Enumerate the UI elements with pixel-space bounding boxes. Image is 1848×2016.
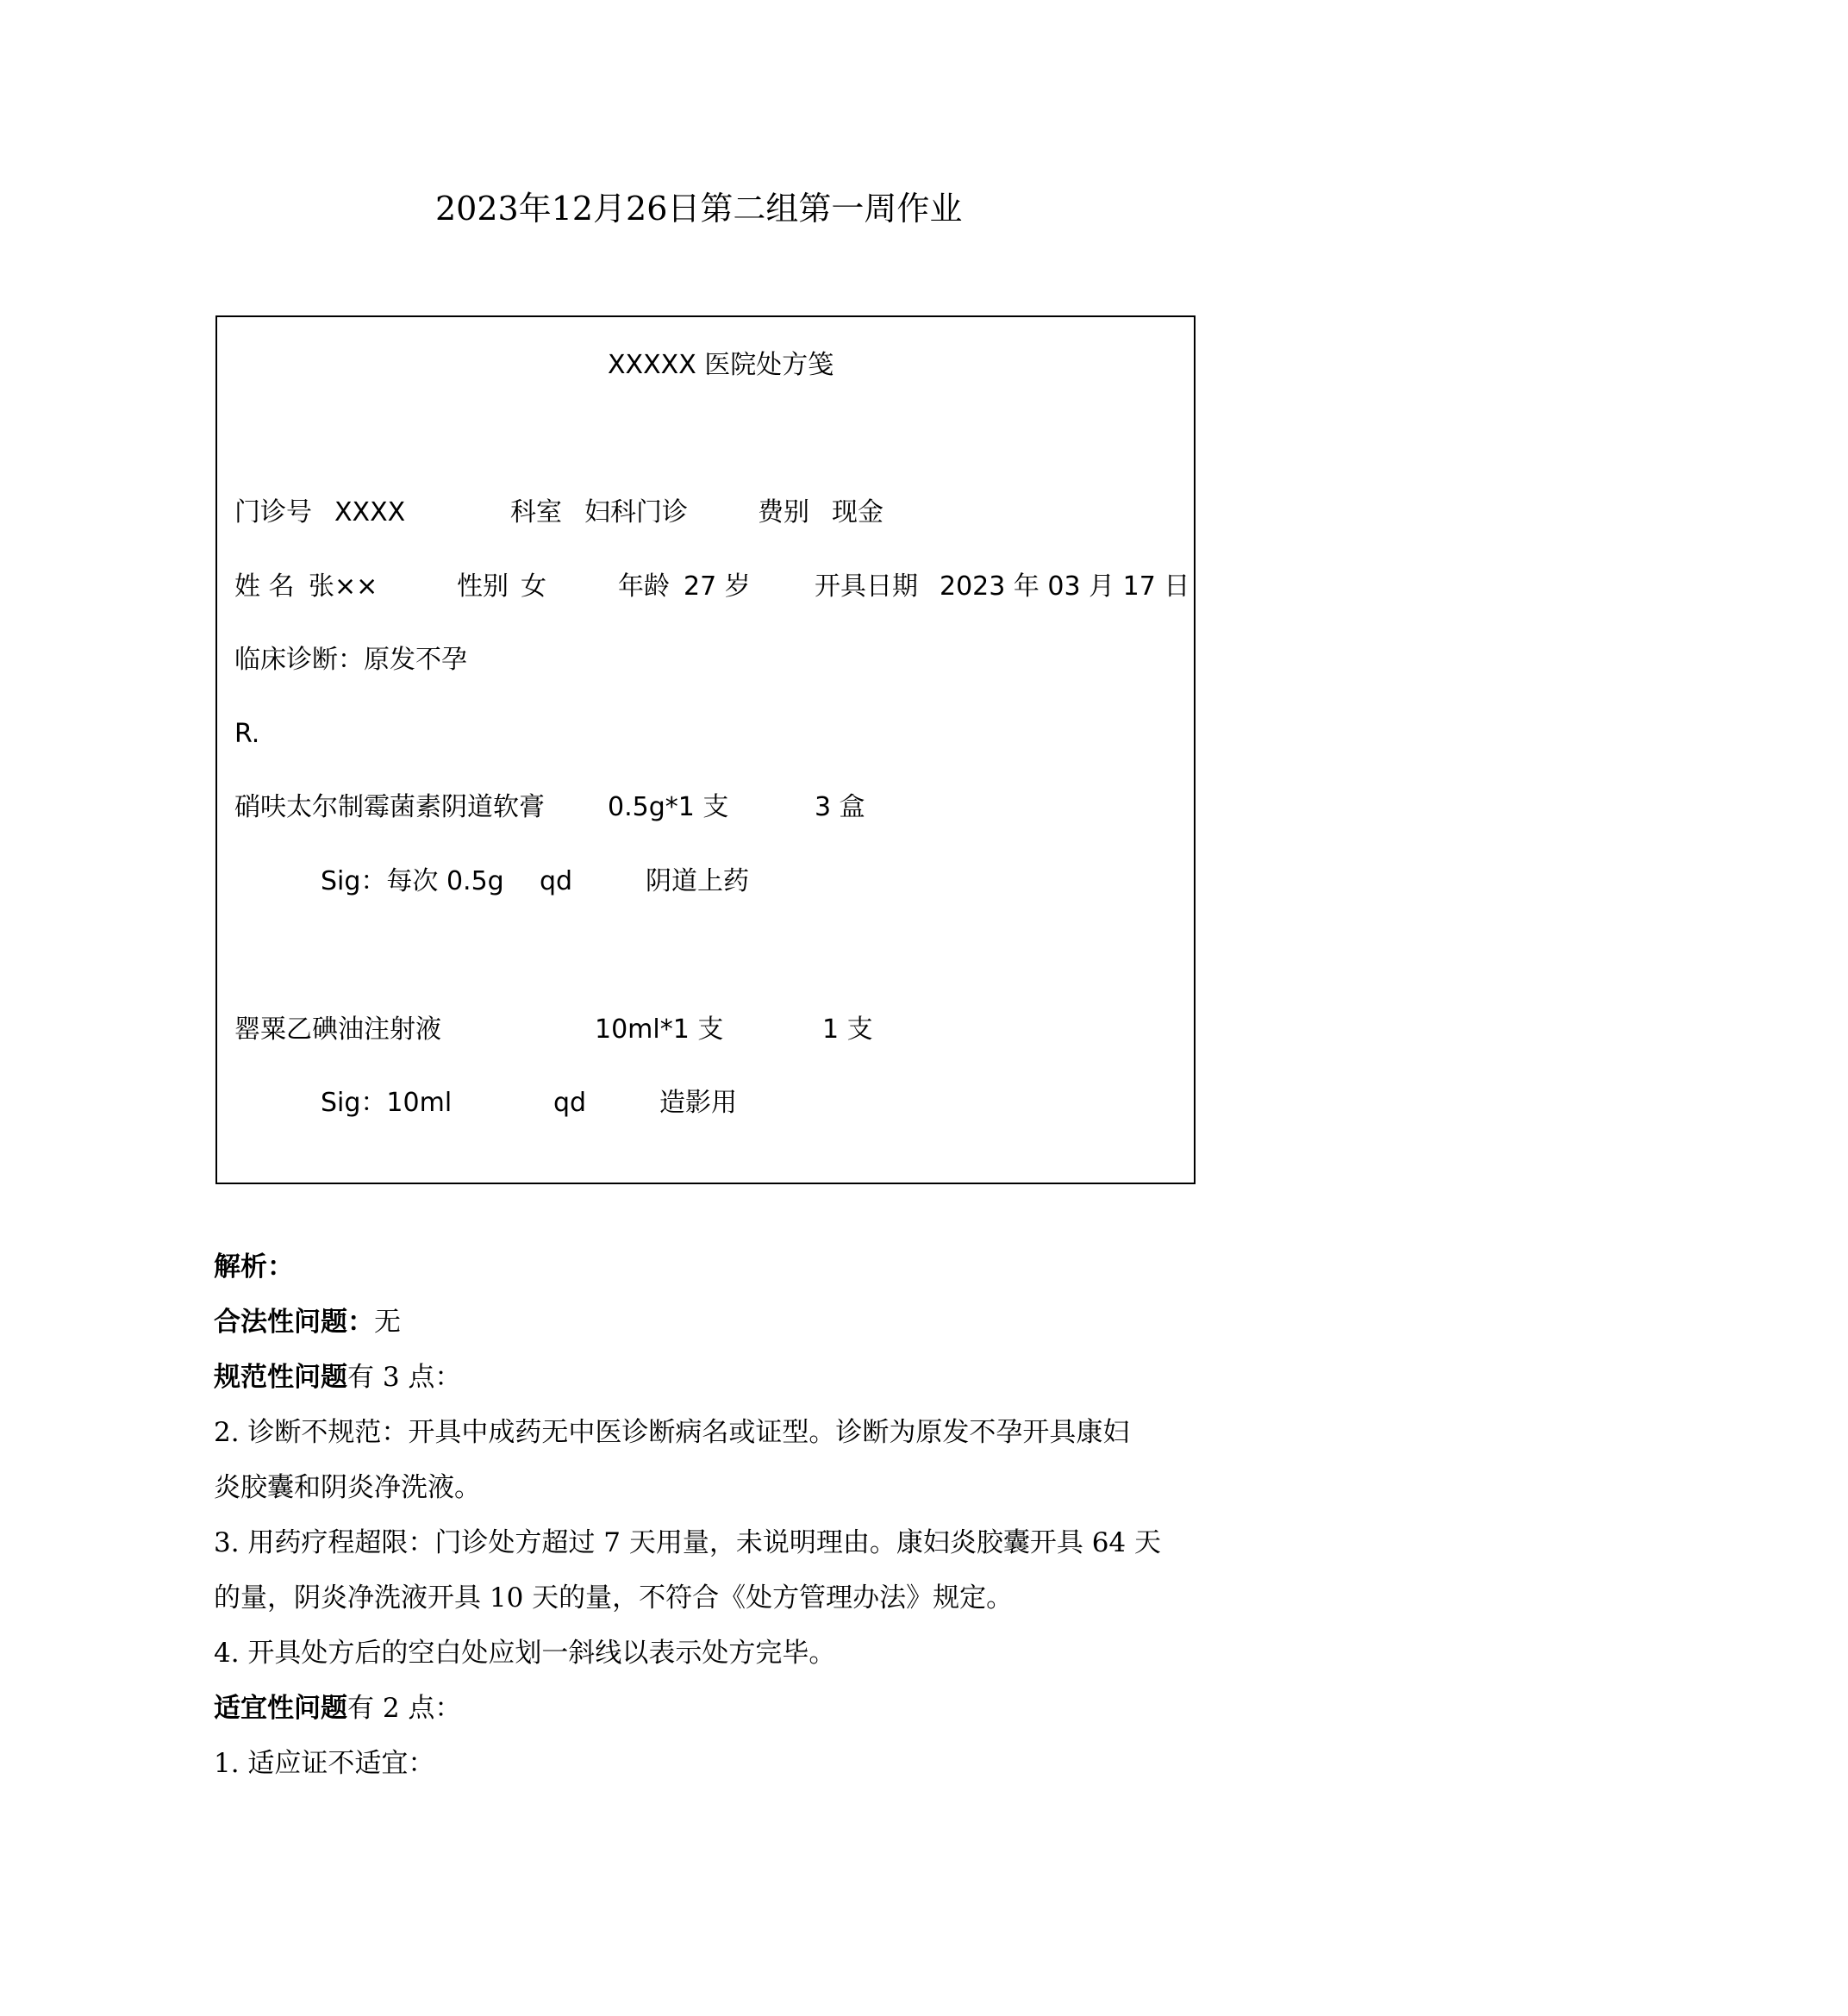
name-label: 姓 名 xyxy=(234,571,295,602)
rx-symbol: R. xyxy=(234,719,260,749)
prescription-form xyxy=(215,315,1196,1184)
drug-spec: 0.5g*1 支 xyxy=(608,792,729,822)
norm-item: 4. 开具处方后的空白处应划一斜线以表示处方完毕。 xyxy=(214,1638,836,1669)
analysis-heading: 解析： xyxy=(214,1251,294,1283)
dept-value: 妇科门诊 xyxy=(584,497,688,527)
drug-qty: 3 盒 xyxy=(815,792,865,822)
drug-sig: Sig：10ml xyxy=(321,1088,453,1118)
date-label: 开具日期 xyxy=(815,571,918,602)
diagnosis: 临床诊断：原发不孕 xyxy=(234,645,467,675)
norm-line xyxy=(214,1358,461,1396)
age-value: 27 岁 xyxy=(684,571,751,602)
legality-value: 无 xyxy=(374,1307,401,1338)
suit-count: 有 2 点： xyxy=(347,1693,462,1724)
drug-freq: qd xyxy=(553,1088,587,1118)
gender-value: 女 xyxy=(521,571,546,602)
drug-name: 硝呋太尔制霉菌素阴道软膏 xyxy=(234,792,545,822)
drug-sig: Sig：每次 0.5g xyxy=(321,866,504,896)
norm-item: 3. 用药疗程超限：门诊处方超过 7 天用量，未说明理由。康妇炎胶囊开具 64 天 xyxy=(214,1527,1162,1558)
norm-item: 炎胶囊和阴炎净洗液。 xyxy=(214,1472,481,1503)
drug-route: 阴道上药 xyxy=(646,866,749,896)
norm-label: 规范性问题 xyxy=(214,1362,347,1393)
suit-item: 1. 适应证不适宜： xyxy=(214,1748,435,1779)
clinic-no-value: XXXX xyxy=(334,497,406,527)
fee-value: 现金 xyxy=(832,497,883,527)
date-value: 2023 年 03 月 17 日 xyxy=(940,571,1190,602)
name-value: 张×× xyxy=(309,571,378,602)
gender-label: 性别 xyxy=(457,571,509,602)
legality-line xyxy=(214,1303,401,1341)
suit-label: 适宜性问题 xyxy=(214,1693,347,1724)
hospital-header: XXXXX 医院处方笺 xyxy=(608,350,834,380)
legality-label: 合法性问题： xyxy=(214,1307,374,1338)
drug-name: 罂粟乙碘油注射液 xyxy=(234,1014,441,1045)
fee-label: 费别 xyxy=(758,497,809,527)
norm-item: 2. 诊断不规范：开具中成药无中医诊断病名或证型。诊断为原发不孕开具康妇 xyxy=(214,1417,1130,1448)
norm-item: 的量，阴炎净洗液开具 10 天的量，不符合《处方管理办法》规定。 xyxy=(214,1582,1014,1613)
age-label: 年龄 xyxy=(618,571,670,602)
drug-spec: 10ml*1 支 xyxy=(595,1014,724,1045)
clinic-no-label: 门诊号 xyxy=(234,497,312,527)
drug-route: 造影用 xyxy=(659,1088,737,1118)
drug-qty: 1 支 xyxy=(822,1014,873,1045)
dept-label: 科室 xyxy=(510,497,562,527)
norm-count: 有 3 点： xyxy=(347,1362,462,1393)
suit-line xyxy=(214,1689,461,1727)
page-title: 2023年12月26日第二组第一周作业 xyxy=(435,190,963,228)
drug-freq: qd xyxy=(540,866,573,896)
